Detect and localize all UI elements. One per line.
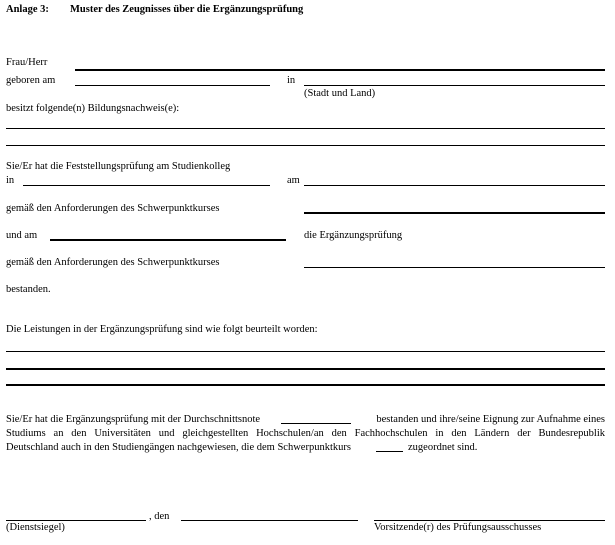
chair-label: Vorsitzende(r) des Prüfungsausschusses bbox=[374, 522, 542, 533]
credentials-label: besitzt folgende(n) Bildungsnachweis(e): bbox=[6, 103, 180, 114]
signature-date-field-line[interactable] bbox=[181, 520, 358, 521]
requirements-text-1: gemäß den Anforderungen des Schwerpunktkurses bbox=[6, 203, 220, 214]
birth-in-label: in bbox=[287, 75, 296, 86]
annex-label: Anlage 3: bbox=[6, 4, 49, 15]
conclusion-line-2: Studiums an den Universitäten und gleichgestellten Hochschulen/an den Fachhochschulen in den Ländern der Bundesrepublik bbox=[6, 428, 605, 439]
city-country-hint: (Stadt und Land) bbox=[304, 88, 376, 99]
results-line-3[interactable] bbox=[6, 384, 605, 386]
name-field-line[interactable] bbox=[75, 69, 605, 71]
and-on-label: und am bbox=[6, 230, 38, 241]
supplementary-date-field-line[interactable] bbox=[50, 239, 286, 241]
passed-text: bestanden. bbox=[6, 284, 51, 295]
exam-in-label: in bbox=[6, 175, 15, 186]
salutation-label: Frau/Herr bbox=[6, 57, 48, 68]
course-field-line-1[interactable] bbox=[304, 212, 605, 214]
page-title: Muster des Zeugnisses über die Ergänzungsprüfung bbox=[70, 4, 304, 15]
conclusion-line-1b: bestanden und ihre/seine Eignung zur Aufnahme eines bbox=[376, 414, 605, 425]
chair-signature-line[interactable] bbox=[374, 520, 605, 521]
exam-place-field-line[interactable] bbox=[23, 185, 270, 186]
focus-course-field-line[interactable] bbox=[376, 451, 403, 452]
credentials-line-2[interactable] bbox=[6, 145, 605, 146]
course-field-line-2[interactable] bbox=[304, 267, 605, 268]
credentials-line-1[interactable] bbox=[6, 128, 605, 129]
birth-date-field-line[interactable] bbox=[75, 85, 270, 86]
seal-label: (Dienstsiegel) bbox=[6, 522, 65, 533]
seal-line[interactable] bbox=[6, 520, 146, 521]
conclusion-line-1a: Sie/Er hat die Ergänzungsprüfung mit der Durchschnittsnote bbox=[6, 414, 261, 425]
born-on-label: geboren am bbox=[6, 75, 56, 86]
birth-place-field-line[interactable] bbox=[304, 85, 605, 86]
results-line-1[interactable] bbox=[6, 351, 605, 352]
passed-exam-text: Sie/Er hat die Feststellungsprüfung am Studienkolleg bbox=[6, 161, 231, 172]
requirements-text-2: gemäß den Anforderungen des Schwerpunktkurses bbox=[6, 257, 220, 268]
average-grade-field-line[interactable] bbox=[281, 423, 351, 424]
date-separator: , den bbox=[149, 511, 170, 522]
results-line-2[interactable] bbox=[6, 368, 605, 370]
exam-date-field-line[interactable] bbox=[304, 185, 605, 186]
exam-on-label: am bbox=[287, 175, 300, 186]
supplementary-exam-label: die Ergänzungsprüfung bbox=[304, 230, 403, 241]
conclusion-line-3b: zugeordnet sind. bbox=[408, 442, 478, 453]
conclusion-line-3a: Deutschland auch in den Studiengängen nachgewiesen, die dem Schwerpunktkurs bbox=[6, 442, 351, 453]
results-intro: Die Leistungen in der Ergänzungsprüfung sind wie folgt beurteilt worden: bbox=[6, 324, 318, 335]
